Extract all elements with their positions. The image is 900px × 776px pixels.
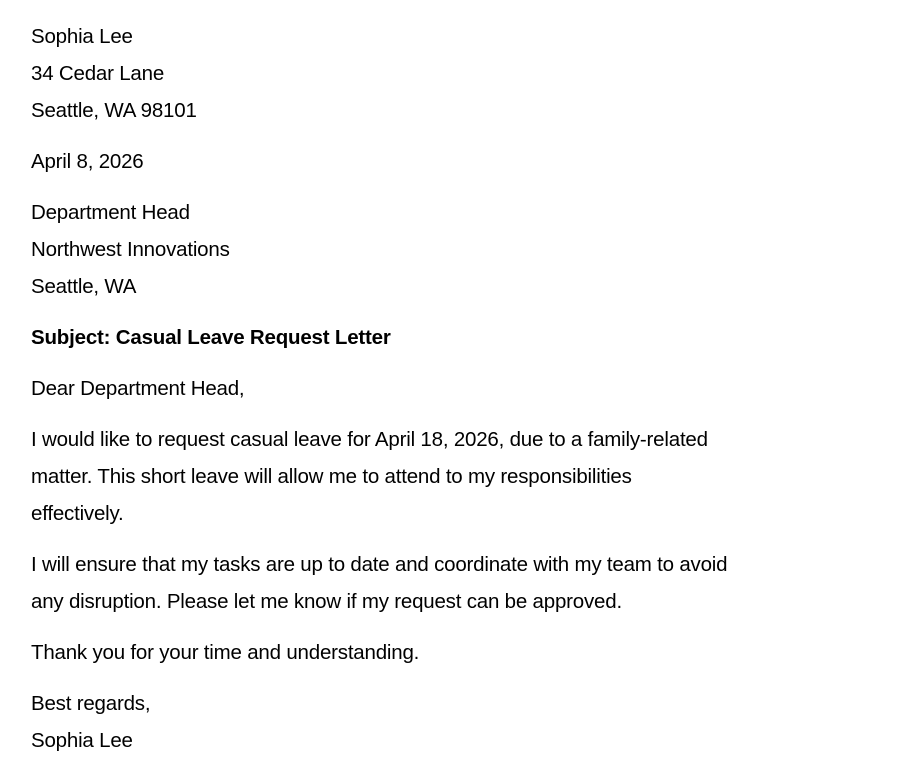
- body-line: any disruption. Please let me know if my request can be approved.: [31, 590, 622, 613]
- subject-line: Subject: Casual Leave Request Letter: [31, 326, 391, 349]
- body-line: I would like to request casual leave for April 18, 2026, due to a family-related: [31, 428, 708, 451]
- salutation-block: [31, 370, 900, 407]
- body-paragraph-1: [31, 421, 900, 532]
- salutation: Dear Department Head,: [31, 377, 245, 400]
- recipient-address-block: [31, 194, 900, 305]
- recipient-title: Department Head: [31, 201, 190, 224]
- body-paragraph-2: [31, 546, 900, 620]
- sender-name: Sophia Lee: [31, 25, 133, 48]
- sender-city: Seattle, WA 98101: [31, 99, 197, 122]
- date-block: [31, 143, 900, 180]
- closing-phrase: Best regards,: [31, 692, 151, 715]
- sender-street: 34 Cedar Lane: [31, 62, 165, 85]
- body-paragraph-3: [31, 634, 900, 671]
- signature: Sophia Lee: [31, 729, 133, 752]
- letter-date: April 8, 2026: [31, 150, 144, 173]
- body-line: I will ensure that my tasks are up to date and coordinate with my team to avoid: [31, 553, 728, 576]
- sender-address-block: [31, 18, 900, 129]
- body-line: Thank you for your time and understanding.: [31, 641, 420, 664]
- closing-block: [31, 685, 900, 759]
- body-line: matter. This short leave will allow me to attend to my responsibilities: [31, 465, 632, 488]
- subject-block: [31, 319, 900, 356]
- recipient-company: Northwest Innovations: [31, 238, 230, 261]
- body-line: effectively.: [31, 502, 124, 525]
- recipient-city: Seattle, WA: [31, 275, 137, 298]
